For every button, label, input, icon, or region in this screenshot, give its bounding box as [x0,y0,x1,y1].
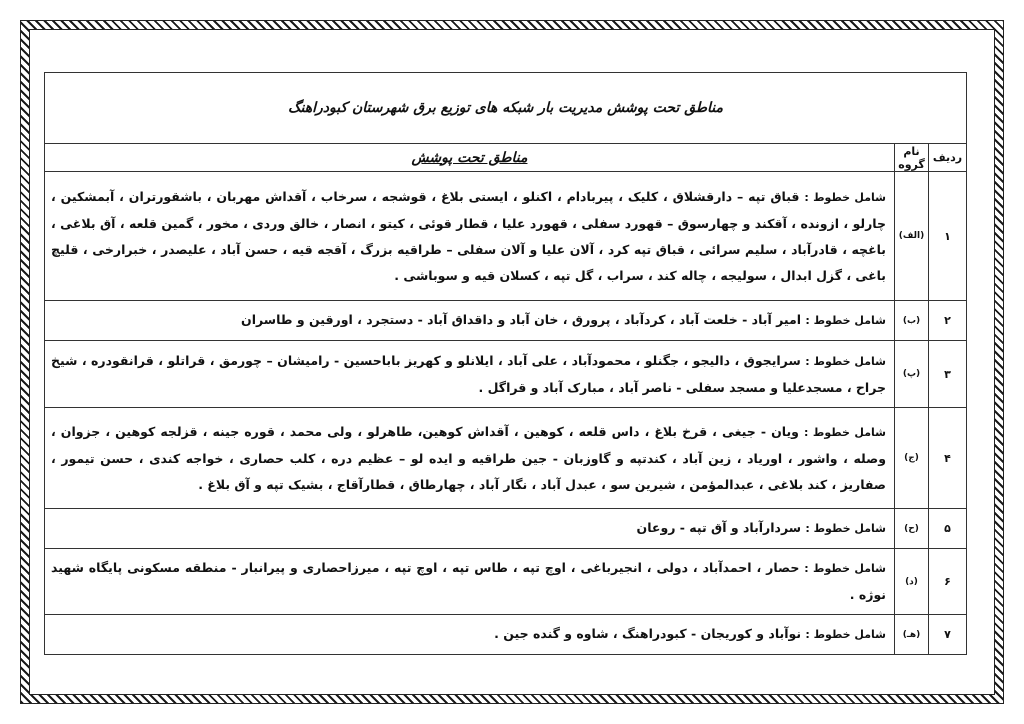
table-row [45,615,967,655]
areas-text: ویان - جیغی ، قرخ بلاغ ، داس قلعه ، کوهین ، آقداش کوهین، طاهرلو ، ولی محمد ، قوره جینه ، قزلجه کوهین ، جزوان ، وصله ، واشور ، اوریاد ، زین آباد ، کندتپه و گاوزبان - جین طراقیه و ایده لو – عظیم دره ، کلب حصاری ، خواجه کندی ، حسن تیمور ، صفاریز ، کند بلاغی ، عبدالمؤمن ، شیرین سو ، عبدل آباد ، نگار آباد ، چهارطاق ، قطارآقاج ، بشیک تپه و آق بلاغ . [51,423,886,492]
table-row [45,509,967,549]
table-row [45,341,967,408]
areas-cell [45,509,895,549]
lines-label: شامل خطوط : [805,314,886,327]
group-name: (ب) [895,301,929,341]
group-name: (د) [895,549,929,615]
group-name: (ج) [895,408,929,509]
lines-label: شامل خطوط : [805,522,886,535]
areas-cell [45,172,895,301]
row-number: ۷ [929,615,967,655]
row-number: ۴ [929,408,967,509]
row-number: ۲ [929,301,967,341]
coverage-table [44,72,967,655]
group-name: (پ) [895,341,929,408]
lines-label: شامل خطوط : [804,562,886,575]
areas-cell [45,341,895,408]
header-areas: مناطق تحت پوشش [45,144,895,172]
areas-cell [45,408,895,509]
table-row [45,408,967,509]
areas-cell [45,549,895,615]
areas-cell [45,301,895,341]
areas-text: سرایجوق ، دالیجو ، جگنلو ، محمودآباد ، علی آباد ، ایلانلو و کهریز باباحسین - رامیشان – چورمق ، قراتلو ، قرانقودره ، شیخ جراح ، مسجدعلیا و مسجد سفلی - ناصر آباد ، مبارک آباد و قراگل . [51,352,886,395]
group-name: (هـ) [895,615,929,655]
group-name: (الف) [895,172,929,301]
header-group-name: نام گروه [895,144,929,172]
row-number: ۱ [929,172,967,301]
areas-text: امیر آباد - خلعت آباد ، کردآباد ، پرورق ، خان آباد و داقداق آباد - دستجرد ، اورقین و طاسران [241,312,802,327]
lines-label: شامل خطوط : [803,425,886,439]
row-number: ۶ [929,549,967,615]
group-name: (ح) [895,509,929,549]
areas-text: حصار ، احمدآباد ، دولی ، انجیرباغی ، اوچ تپه ، طاس تپه ، اوچ تپه ، میرزاحصاری و پیرانبار - منطقه مسکونی پایگاه شهید نوژه . [51,560,886,602]
areas-text: قباق تپه – دارقشلاق ، کلیک ، پیربادام ، اکنلو ، ایستی بلاغ ، قوشجه ، سرخاب ، آقداش مهربان ، باشقورتران ، آبمشکین ، چارلو ، ازونده ، آقکند و چهارسوق – قهورد سفلی ، قهورد علیا ، قطار قوئی ، کیتو ، انصار ، خالق وردی ، مخور ، گمین قلعه ، آق بلاغی ، باغچه ، قادرآباد ، سلیم سرائی ، قباق تپه کرد ، آلان علیا و آلان سفلی – طراقیه بزرگ ، آقجه قیه ، حسن آباد ، علیصدر ، خبرارخی ، قلیچ باغی ، گزل ابدال ، سولیجه ، چاله کند ، سراب ، گل تپه ، کسلان قیه و سوباشی . [51,188,886,283]
row-number: ۵ [929,509,967,549]
table-row [45,172,967,301]
lines-label: شامل خطوط : [804,190,887,204]
table-row [45,549,967,615]
table-row [45,301,967,341]
header-row-no: ردیف [929,144,967,172]
areas-text: نوآباد و کوریجان - کبودراهنگ ، شاوه و گنده جین . [494,626,802,641]
row-number: ۳ [929,341,967,408]
lines-label: شامل خطوط : [805,628,886,641]
document-title: مناطق تحت پوشش مدیریت بار شبکه های توزیع برق شهرستان کبودراهنگ [45,73,967,144]
areas-text: سردارآباد و آق تپه - روعان [636,520,802,535]
table-header [45,144,967,172]
areas-cell [45,615,895,655]
lines-label: شامل خطوط : [805,354,886,368]
